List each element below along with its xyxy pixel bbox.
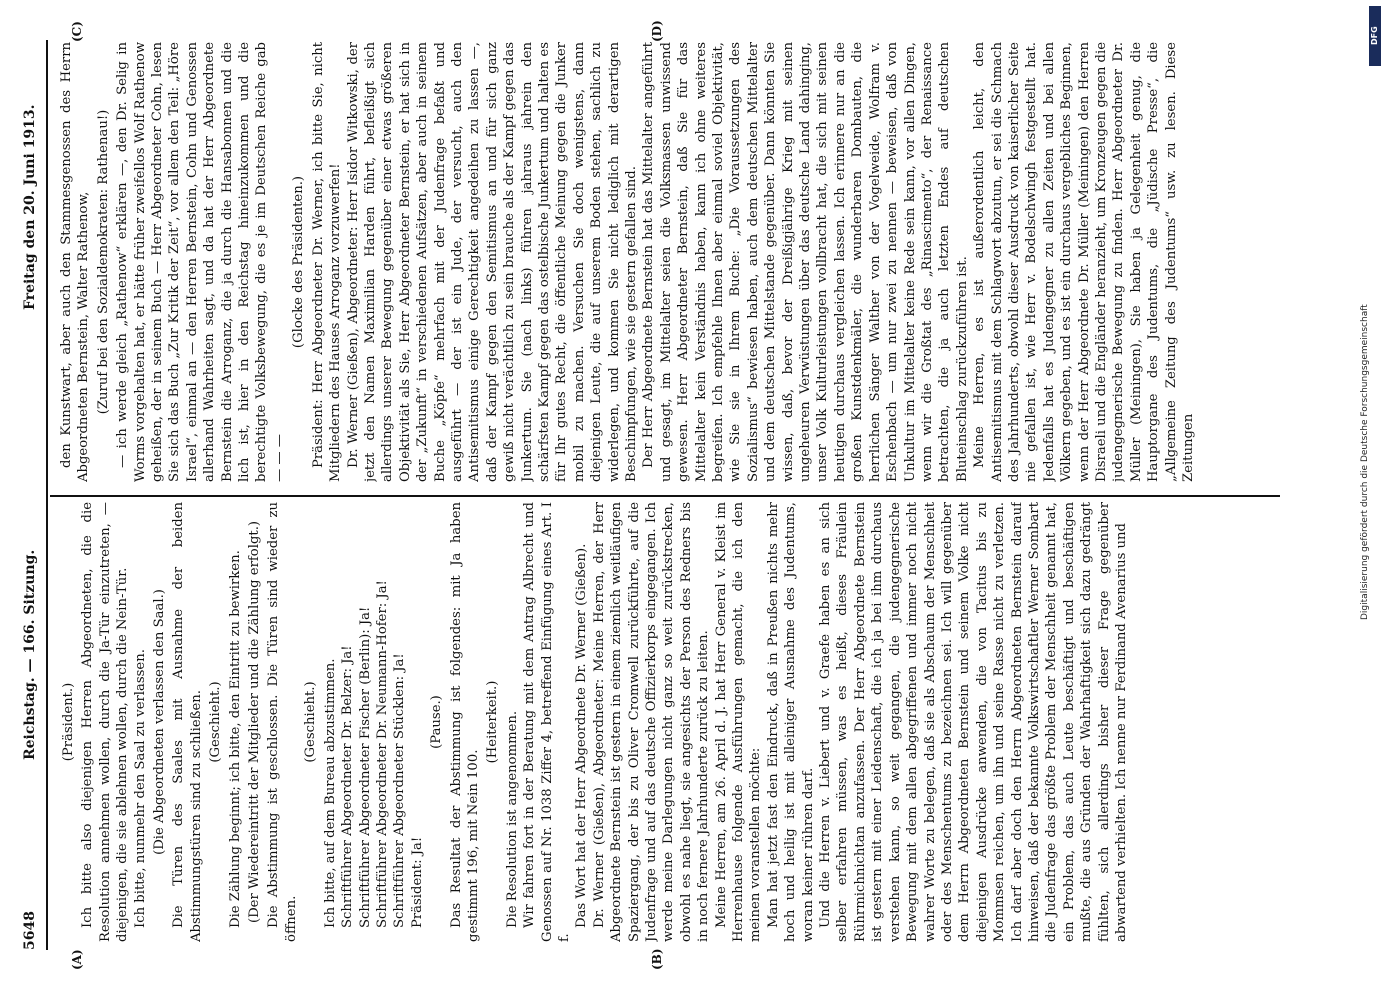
paragraph: Wir fahren fort in der Beratung mit dem Antrag Albrecht und Genossen auf Nr. 1038 Ziffer 4, betreffend Einfügung eines Art. I f.	[522, 502, 572, 942]
column-divider	[50, 495, 1280, 497]
margin-mark-d: (D)	[650, 20, 664, 42]
paragraph: Schriftführer Abgeordneter Dr. Belzer: Ja!	[340, 645, 356, 928]
stage-direction: (Glocke des Präsidenten.)	[291, 175, 307, 349]
paragraph: Das Resultat der Abstimmung ist folgendes: mit Ja haben gestimmt 196, mit Nein 100.	[448, 502, 481, 942]
digitization-credit: Digitalisierung gefördert durch die Deutsche Forschungsgemeinschaft	[1360, 304, 1370, 620]
paragraph: Schriftführer Abgeordneter Dr. Neumann-Hofer: Ja!	[374, 580, 390, 928]
paragraph: Die Türen des Saales mit Ausnahme der beiden Abstimmungstüren sind zu schließen.	[171, 502, 204, 942]
header-session: Reichstag. — 166. Sitzung.	[22, 549, 38, 760]
paragraph: Die Abstimmung ist geschlossen. Die Türen sind wieder zu öffnen.	[266, 502, 299, 942]
paragraph: Die Zählung beginnt; ich bitte, den Eintritt zu bewirken.	[227, 550, 243, 928]
header-date: Freitag den 20. Juni 1913.	[22, 104, 38, 310]
paragraph: — ich werde gleich „Rathenow“ erklären —, den Dr. Selig in Worms vorgehalten hat, er hätte früher zweifellos Wolf Rathenow geheißen, der in seinem Buch — Herr Abgeordneter Cohn, lesen Sie sich das Buch „Zur Kritik der Zeit“, vor allem den Teil: „Höre Israel“, einmal an — den Herren Bernstein, Cohn und Genossen allerhand Wahrheiten sagt, und da hat der Herr Abgeordnete Bernstein die Arroganz, die ja durch die Hansabonnen und die lich ist, hier in den Reichstag hineinzukommen und die berechtigte Volksbewegung, die es je im Deutschen Reiche gab — — —	[115, 42, 287, 482]
paragraph: Der Herr Abgeordnete Bernstein hat das Mittelalter angeführt und gesagt, im Mittelalter seien die Volksmassen unwissend gewesen. Herr Abgeordneter Bernstein, daß Sie für das Mittelalter kein Verständnis haben, kann ich ohne weiteres begreifen. Ich empfehle Ihnen aber einmal soviel Objektivität, wie Sie sie in Ihrem Buche: „Die Voraussetzungen des Sozialismus“ bewiesen haben, auch dem deutschen Mittelalter und dem deutschen Mittelstande gegenüber. Dann könnten Sie wissen, daß, bevor der Dreißigjährige Krieg mit seinen ungeheuren Verwüstungen über das deutsche Land dahinging, unser Volk Kulturleistungen vollbracht hat, die sich mit seinen heutigen durchaus vergleichen lassen. Ich erinnere nur an die großen Kunstdenkmäler, die wunderbaren Dombauten, die herrlichen Sänger Walther von der Vogelweide, Wolfram v. Eschenbach — um nur zwei zu nennen — beweisen, daß von Unkultur im Mittelalter keine Rede sein kann, vor allen Dingen, wenn wir die Großtat des „Rinascimento“, der Renaissance betrachten, die ja auch letzten Endes auf deutschen Bluteinschlag zurückzuführen ist.	[641, 42, 970, 482]
stage-direction: (Der Wiedereintritt der Mitglieder und die Zählung erfolgt.)	[247, 520, 263, 924]
stage-direction: (Zuruf bei den Sozialdemokraten: Rathenau!)	[95, 109, 111, 415]
paragraph: Man hat jetzt fast den Eindruck, daß in Preußen nichts mehr hoch und heilig ist mit alleiniger Ausnahme des Judentums, woran keiner rühren darf.	[765, 502, 816, 942]
page-number: 5648	[22, 911, 38, 950]
stage-direction: (Pause.)	[429, 695, 445, 749]
stage-direction: (Geschieht.)	[208, 681, 224, 763]
paragraph: Schriftführer Abgeordneter Fischer (Berlin): Ja!	[357, 606, 373, 928]
stage-direction: (Die Abgeordneten verlassen den Saal.)	[152, 589, 168, 855]
paragraph: den Kunstwart, aber auch den Stammesgenossen des Herrn Abgeordneten Bernstein, Walter Rathenow,	[59, 42, 92, 482]
paragraph: Dr. Werner (Gießen), Abgeordneter: Herr Isidor Witkowski, der jetzt den Namen Maximilian Harden führt, befleißigt sich allerdings unserer Bewegung gegenüber einer etwas größeren Objektivität als Sie, Herr Abgeordneter Bernstein, er hat sich in der „Zukunft“ in verschiedenen Aufsätzen, aber auch in seinem Buche „Köpfe“ mehrfach mit der Judenfrage befaßt und ausgeführt — der ist ein Jude, der versucht, auch den Antisemitismus einige Gerechtigkeit angedeihen zu lassen —, daß der Kampf gegen den Semitismus an und für sich ganz gewiß nicht verächtlich zu sein brauche als der Kampf gegen das Junkertum. Sie (nach links) führen jahraus jahrein den schärfsten Kampf gegen das ostelbische Junkertum und halten es für Ihr gutes Recht, die öffentliche Meinung gegen die Junker mobil zu machen. Versuchen Sie doch wenigstens, dann diejenigen Leute, die auf unserem Boden stehen, sachlich zu widerlegen, und kommen Sie nicht lediglich mit derartigen Beschimpfungen, wie sie gestern gefallen sind.	[345, 42, 639, 482]
paragraph: Dr. Werner (Gießen), Abgeordneter: Meine Herren, der Herr Abgeordnete Bernstein ist gestern in einem ziemlich weitläufigen Spaziergang, der bis zu Oliver Cromwell zurückführte, auf die Judenfrage und auf das deutsche Offizierkorps eingegangen. Ich werde meine Darlegungen nicht ganz so weit zurückstrecken, obwohl es nahe liegt, sie angesichts der Person des Redners bis in noch fernere Jahrhunderte zurück zu leiten.	[591, 502, 712, 942]
text-column-left	[58, 502, 1280, 942]
dfg-logo: DFG	[1369, 6, 1381, 66]
page-header	[20, 40, 48, 950]
paragraph: Meine Herren, am 26. April d. J. hat Herr General v. Kleist im Herrenhause folgende Ausführungen gemacht, die ich den meinen voranstellen möchte:	[713, 502, 764, 942]
stage-direction: (Heiterkeit.)	[485, 680, 501, 764]
stage-direction: (Präsident.)	[61, 682, 76, 762]
paragraph: Und die Herren v. Liebert und v. Graefe haben es an sich selber erfahren müssen, was es heißt, dieses Fräulein Rührmichnichtan anzufassen. Der Herr Abgeordnete Bernstein ist gestern mit einer Leidenschaft, die ich ja bei ihm durchaus verstehen kann, so weit gegangen, die judengegnerische Bewegung mit dem allen abgegriffenen und immer noch nicht wahrer Worte zu belegen, daß sie als Abschaum der Menschheit oder des Menschentums zu bezeichnen sei. Ich will gegenüber dem Herrn Abgeordneten Bernstein und seinem Volke nicht diejenigen Ausdrücke anwenden, die von Tacitus bis zu Mommsen reichen, um ihn und seine Rasse nicht zu verletzen. Ich darf aber doch den Herrn Abgeordneten Bernstein darauf hinweisen, daß der bekannte Volkswirtschaftler Werner Sombart die Judenfrage das größte Problem der Menschheit genannt hat, ein Problem, das auch Leute beschäftigt und beschäftigen mußte, die aus Gründen der Wahrhaftigkeit sich dazu gedrängt fühlten, sich allerdings bisher dieser Frage gegenüber abwartend verhielten. Ich nenne nur Ferdinand Avenarius und	[818, 502, 1129, 942]
paragraph: Meine Herren, es ist außerordentlich leicht, den Antisemitismus mit dem Schlagwort abzutun, er sei die Schmach des Jahrhunderts, obwohl dieser Ausdruck von kaiserlicher Seite nie gefallen ist, wie Herr v. Bodelschwingh festgestellt hat. Jedenfalls hat es Judengegner zu allen Zeiten und bei allen Völkern gegeben, und es ist ein durchaus vergebliches Beginnen, wenn der Herr Abgeordnete Dr. Müller (Meiningen) den Herren Disraeli und die Engländer heranzieht, um Kronzeugen gegen die judengegnerische Bewegung zu finden. Herr Abgeordneter Dr. Müller (Meiningen), Sie haben ja Gelegenheit genug, die Hauptorgane des Judentums, die „Jüdische Presse“, die „Allgemeine Zeitung des Judentums“ usw. zu lesen. Diese Zeitungen	[972, 42, 1196, 482]
margin-mark-c: (C)	[70, 21, 84, 42]
paragraph: Präsident: Herr Abgeordneter Dr. Werner, ich bitte Sie, nicht Mitgliedern des Hauses Arroganz vorzuwerfen!	[310, 42, 344, 482]
paragraph: Ich bitte, auf dem Bureau abzustimmen.	[322, 658, 338, 928]
margin-mark-b: (B)	[650, 948, 664, 970]
paragraph: Schriftführer Abgeordneter Stücklen: Ja!	[392, 653, 408, 928]
paragraph: Präsident: Ja!	[409, 836, 425, 928]
paragraph: Ich bitte, nunmehr den Saal zu verlassen.	[132, 649, 148, 928]
text-column-right	[58, 42, 1280, 482]
margin-mark-a: (A)	[70, 949, 84, 970]
stage-direction: (Geschieht.)	[303, 681, 319, 763]
paragraph: Ich bitte also diejenigen Herren Abgeordneten, die die Resolution annehmen wollen, durch die Ja-Tür einzutreten, — diejenigen, die sie ablehnen wollen, durch die Nein-Tür.	[80, 502, 131, 942]
paragraph: Die Resolution ist angenommen.	[504, 710, 520, 928]
paragraph: Das Wort hat der Herr Abgeordnete Dr. Werner (Gießen).	[574, 543, 590, 928]
